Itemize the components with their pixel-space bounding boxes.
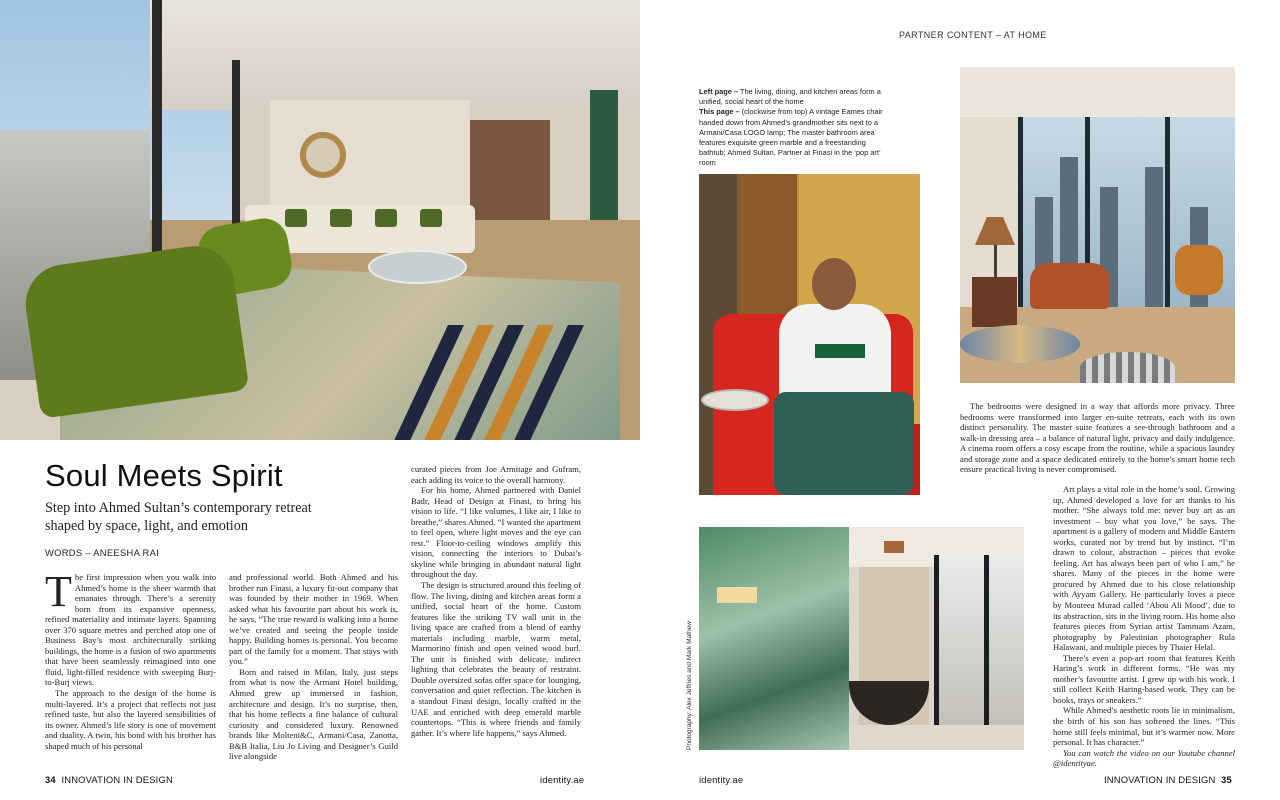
- col4-paragraph-5: You can watch the video on our Youtube channel @identityae.: [1053, 747, 1235, 769]
- portrait-photo: [699, 174, 920, 495]
- bathroom-photo: [699, 527, 1024, 750]
- col1-paragraph-1: he first impression when you walk into Ahmed’s home is the sheer warmth that emanates through. There’s a serenity born from its expansive openness, refined materiality and intimate layers. Spanning over 370 square metres and perched atop one of Business Bay’s most architecturally striking buildings, the home is a fusion of two apartments that have been seamlessly reimagined into one fluid, light-filled residence with sweeping Burj-to-Burj views.: [45, 572, 216, 688]
- col1-paragraph-2: The approach to the design of the home is multi-layered. It’s a project that reflects not just refined taste, but also the layered sensibilities of its owner. Ahmed’s life story is one of movement and duality. A twin, his bond with his brother has shaped much of his personal: [45, 688, 216, 751]
- col2-paragraph-2: Born and raised in Milan, Italy, just steps from what is now the Armani Hotel building, Ahmed grew up immersed in fashion, architecture and design. It’s no surprise, then, that his home reflects a fine balance of cultural curiosity and considered luxury. Renowned brands like Molteni&C, Armani/Casa, Zanotta, B&B Italia, Liu Jo Living and Designer’s Guild live alongside: [229, 666, 398, 762]
- col4-paragraph-2: Art plays a vital role in the home’s soul. Growing up, Ahmed developed a love for art thanks to his mother. “She always told me: never buy art as an investment – buy what you love,” he says. The apartment is a gallery of modern and Middle Eastern works, curated not by trend but by instinct. “I’m drawn to colour, abstraction – pieces that evoke feeling. Art has always been part of who I am,” he shares. Many of the pieces in the home were procured by Ahmed due to his close relationship with Ayyam Gallery. He particularly loves a piece by Mouteea Murad called ‘Abou Ali Mood’, due to its abstraction, sits in the living room. His home also features pieces from Syrian artist Tammam Azam, photography by Palestinian photographer Rula Halawani, and multiple pieces by Thaier Helal.: [1053, 484, 1235, 653]
- body-column-1: [45, 567, 216, 751]
- standfirst: Step into Ahmed Sultan’s contemporary retreat shaped by space, light, and emotion: [45, 500, 312, 534]
- byline: WORDS – ANEESHA RAI: [45, 547, 160, 558]
- body-column-3: [411, 464, 581, 738]
- living-room-photo: [0, 0, 640, 440]
- caption-left-label: Left page –: [699, 87, 739, 96]
- body-column-4: [1053, 484, 1235, 769]
- footer-left: [45, 774, 173, 785]
- page-number-left: 34: [45, 774, 56, 785]
- col3-paragraph-2: For his home, Ahmed partnered with Daniel Badr, Head of Design at Finasi, to bring his vision to life. “I like volumes, I like air, I like to breathe,” shares Ahmed. “I wanted the apartment to feel open, where light moves and the eye can rest.” Floor-to-ceiling windows amplify this vision, connecting the interiors to Dubai’s skyline while bringing in abundant natural light throughout the day.: [411, 485, 581, 580]
- section-name-left: INNOVATION IN DESIGN: [61, 774, 173, 785]
- footer-right: [1104, 774, 1232, 785]
- body-column-4-top: [960, 401, 1235, 475]
- running-head: PARTNER CONTENT – AT HOME: [899, 30, 1047, 40]
- page-number-right: 35: [1221, 774, 1232, 785]
- col4-paragraph-3: There’s even a pop-art room that features Keith Haring’s work in different forms. “He was my mother’s favourite artist. I grew up with his work. I still collect Keith Haring-based work. They can be books, trays or sneakers.”: [1053, 652, 1235, 705]
- photo-caption: [699, 87, 884, 169]
- col3-paragraph-3: The design is structured around this feeling of flow. The living, dining and kitchen areas form a unified, social heart of the home. Custom features like the striking TV wall unit in the living space are crafted from a blend of earthy materials including marble, warm metal, Marmorino finish and open veined wood burl. The unit is finished with delicate, indirect lighting that celebrates the beauty of restraint. Double oversized sofas offer space for lounging, conversation and quiet reflection. The kitchen is a standout Finasi design, locally crafted in the UAE and enriched with deep emerald marble countertops. “This is where friends and family gather. It’s where life happens,” says Ahmed.: [411, 580, 581, 738]
- site-url-right: identity.ae: [699, 774, 744, 785]
- col4-paragraph-4: While Ahmed’s aesthetic roots lie in minimalism, the birth of his son has softened the lines. “This home still feels minimal, but it’s warmer now. More personal. It has character.”: [1053, 705, 1235, 748]
- caption-this-label: This page –: [699, 107, 740, 117]
- caption-this-text: (clockwise from top) A vintage Eames chair handed down from Ahmed’s grandmother sits next to a Armani/Casa LOGO lamp; The master bathroom area features exquisite green marble and a freestanding bathtub; Ahmed Sultan, Partner at Finasi in the ‘pop art’ room: [699, 107, 883, 168]
- caption-left-text: The living, dining, and kitchen areas form a unified, social heart of the home: [699, 87, 881, 107]
- body-column-2: [229, 572, 398, 762]
- bedroom-photo: [960, 67, 1235, 383]
- col4-paragraph-1: The bedrooms were designed in a way that affords more privacy. Three bedrooms were transformed into larger en-suite retreats, each with its own distinct personality. The master suite features a see-through bathroom and a walk-in dressing area – a balance of natural light, privacy and daily indulgence. A cinema room offers a cosy escape from the routine, while a spacious laundry and storage zone and a space dedicated entirely to the home’s smart home tech ensure practical living is never compromised.: [960, 401, 1235, 475]
- photo-credit: Photography: Alex Jeffries and Mark Mathew: [686, 621, 693, 750]
- site-url-left: identity.ae: [540, 774, 585, 785]
- headline: Soul Meets Spirit: [45, 458, 283, 493]
- section-name-right: INNOVATION IN DESIGN: [1104, 774, 1216, 785]
- col2-paragraph-1: and professional world. Both Ahmed and his brother run Finasi, a luxury fit-out company that was founded by their mother in 1969. When asked what his favourite part about his work is, he says, “The true reward is walking into a home we’ve created and seeing the people inside happy. Building homes is personal. You become part of the family for a moment. That stays with you.”: [229, 572, 398, 667]
- drop-cap: T: [45, 567, 72, 616]
- col3-paragraph-1: curated pieces from Joe Armitage and Gufram, each adding its voice to the overall harmony.: [411, 464, 581, 485]
